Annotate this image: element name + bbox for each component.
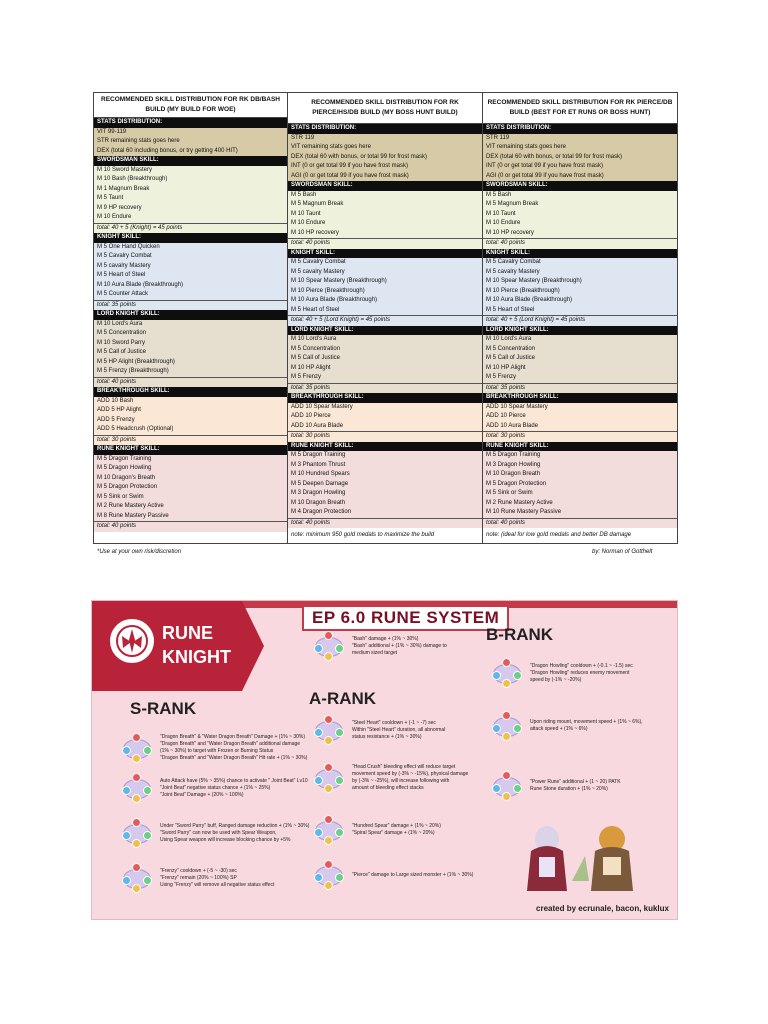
logo-arrow-shape xyxy=(242,601,264,691)
skill-section xyxy=(94,387,287,445)
skill-row: ADD 5 Frenzy xyxy=(97,416,135,423)
skill-row: M 5 HP Alight (Breakthrough) xyxy=(97,358,175,365)
s-rank-heading: S-RANK xyxy=(130,699,197,718)
rune-entry xyxy=(312,629,447,663)
column-note: note: minimum 950 gold medals to maximize the build xyxy=(288,528,482,543)
skill-row: M 10 Spear Mastery (Breakthrough) xyxy=(291,278,387,284)
skill-section xyxy=(94,445,287,532)
skill-row: M 10 Bash (Breakthrough) xyxy=(97,176,168,182)
section-heading: SWORDSMAN SKILL: xyxy=(288,181,482,191)
rune-stone-icon xyxy=(312,713,346,747)
rune-system-banner xyxy=(91,600,678,920)
skill-section xyxy=(483,442,677,529)
skill-section xyxy=(288,124,482,181)
section-heading: KNIGHT SKILL: xyxy=(94,233,287,243)
skill-row: M 5 Dragon Protection xyxy=(97,484,158,490)
section-heading: RUNE KNIGHT SKILL: xyxy=(288,442,482,452)
points-total: total: 30 points xyxy=(94,435,287,446)
points-total: total: 40 points xyxy=(483,238,677,249)
build-column xyxy=(93,92,288,544)
author-note: by: Norman of Gotthelt xyxy=(592,549,653,555)
skill-row: M 5 cavalry Mastery xyxy=(486,268,540,275)
skill-row: M 10 Endure xyxy=(97,214,132,220)
skill-row: STR 119 xyxy=(486,134,510,141)
rune-entry xyxy=(490,656,633,690)
skill-row: M 10 Pierce (Breakthrough) xyxy=(486,287,560,294)
skill-row: M 5 Dragon Training xyxy=(291,452,346,458)
skill-row: M 5 Counter Attack xyxy=(97,291,149,297)
column-note xyxy=(94,532,287,544)
rune-effect-text: "Dragon Breath" & "Water Dragon Breath" Damage + (1% ~ 30%) "Dragon Breath" and "Water Dragon Breath" additional damage (1% ~ 30%) to target with Frozen or Burning Status "Dragon Breath" and "Water Dragon Breath" Hit rate + (1% ~ 30%) xyxy=(160,734,308,761)
skill-row: M 5 Magnum Break xyxy=(486,201,539,207)
skill-row: M 1 Magnum Break xyxy=(97,185,150,192)
skill-row: VIT remaining stats goes here xyxy=(291,144,371,150)
skill-row: M 5 Cavalry Combat xyxy=(486,259,541,265)
rune-stone-icon xyxy=(120,771,154,805)
rune-effect-text: "Dragon Howling" cooldown + (-0.1 ~ -1.5) sec "Dragon Howling" reduces enemy movement speed by (-1% ~ -20%) xyxy=(530,662,633,683)
skill-row: M 5 Cavalry Combat xyxy=(291,259,346,265)
column-note: note: (ideal for low gold medals and better DB damage xyxy=(483,528,677,543)
rune-stone-icon xyxy=(312,761,346,795)
section-heading: SWORDSMAN SKILL: xyxy=(94,156,287,166)
rune-entry xyxy=(120,771,308,805)
skill-section xyxy=(288,181,482,249)
skill-row: M 5 Bash xyxy=(291,191,317,198)
banner-title: EP 6.0 RUNE SYSTEM xyxy=(302,605,509,631)
rune-entry xyxy=(312,813,441,847)
skill-row: M 10 Pierce (Breakthrough) xyxy=(291,287,365,294)
rune-effect-text: Auto Attack have (5% ~ 35%) chance to activate " Joint Beat" Lv10 "Joint Beat" negative status chance + (1% ~ 25%) "Joint Beat" Damage + (20% ~ 100%) xyxy=(160,777,308,798)
skill-row: VIT remaining stats goes here xyxy=(486,144,566,150)
skill-row: M 2 Rune Mastery Active xyxy=(486,499,553,506)
rune-entry xyxy=(312,761,468,795)
skill-row: M 10 Lord's Aura xyxy=(97,320,143,327)
skill-row: M 10 Sword Parry xyxy=(97,339,146,346)
build-column-title: RECOMMENDED SKILL DISTRIBUTION FOR RK PIERCE/HS/DB BUILD (MY BOSS HUNT BUILD) xyxy=(288,93,482,124)
skill-row: M 10 Hundred Spears xyxy=(291,471,350,477)
points-total: total: 35 points xyxy=(288,383,482,394)
skill-row: INT (0 or get total 99 if you have frost mask) xyxy=(291,163,408,169)
a-rank-heading: A-RANK xyxy=(309,689,377,708)
skill-row: M 10 Taunt xyxy=(486,210,516,217)
skill-row: AGI (0 or get total 99 if you have frost mask) xyxy=(291,172,409,179)
rune-effect-text: Under "Sword Parry" buff, Ranged damage reduction + (1% ~ 30%) "Sword Parry" can now be used with Spear Weapon, Using Spear weapon will increase blocking chance by +5% xyxy=(160,822,310,843)
skill-row: M 5 cavalry Mastery xyxy=(97,262,151,269)
skill-row: M 5 Frenzy xyxy=(291,374,322,380)
skill-row: M 5 Concentration xyxy=(97,330,147,336)
skill-row: M 10 Dragon Breath xyxy=(291,499,346,506)
rune-stone-icon xyxy=(120,861,154,895)
section-heading: LORD KNIGHT SKILL: xyxy=(94,310,287,320)
rune-entry xyxy=(490,709,643,743)
skill-row: M 10 Aura Blade (Breakthrough) xyxy=(97,281,184,288)
skill-row: ADD 10 Pierce xyxy=(486,413,526,419)
section-heading: LORD KNIGHT SKILL: xyxy=(288,326,482,336)
rune-effect-text: "Power Rune" additional + (1 ~ 20) PATK Rune Stone duration + (1% ~ 20%) xyxy=(530,779,621,792)
skill-row: M 10 Lord's Aura xyxy=(486,336,532,342)
rune-stone-icon xyxy=(490,769,524,803)
skill-row: ADD 10 Aura Blade xyxy=(486,422,539,429)
points-total: total: 35 points xyxy=(94,300,287,311)
skill-row: M 10 Endure xyxy=(486,220,521,226)
skill-row: ADD 10 Bash xyxy=(97,397,134,404)
section-heading: BREAKTHROUGH SKILL: xyxy=(483,393,677,403)
skill-row: M 5 cavalry Mastery xyxy=(291,268,345,275)
points-total: total: 40 points xyxy=(288,238,482,249)
skill-row: M 2 Rune Mastery Active xyxy=(97,503,164,509)
rune-entry xyxy=(312,858,473,892)
skill-row: M 5 Sink or Swim xyxy=(486,490,533,496)
skill-row: M 5 Call of Justice xyxy=(97,349,147,355)
skill-row: M 10 Dragon's Breath xyxy=(97,474,156,481)
rune-knight-characters-illustration xyxy=(517,821,652,896)
skill-row: M 5 One Hand Quicken xyxy=(97,243,160,250)
points-total: total: 40 points xyxy=(288,518,482,529)
rune-entry xyxy=(312,713,445,747)
section-heading: LORD KNIGHT SKILL: xyxy=(483,326,677,336)
skill-distribution-table xyxy=(93,92,679,544)
points-total: total: 40 points xyxy=(94,377,287,388)
points-total: total: 35 points xyxy=(483,383,677,394)
rune-stone-icon xyxy=(120,731,154,765)
rune-stone-icon xyxy=(312,629,346,663)
skill-section xyxy=(94,310,287,387)
skill-row: DEX (total 60 including bonus, or try getting 400 HIT) xyxy=(97,147,238,154)
skill-row: ADD 10 Pierce xyxy=(291,413,331,419)
skill-row: M 10 Dragon Breath xyxy=(486,471,541,477)
skill-row: M 5 Deepen Damage xyxy=(291,480,349,487)
skill-row: M 5 Heart of Steel xyxy=(97,272,146,278)
rune-entry xyxy=(120,861,274,895)
build-column-title: RECOMMENDED SKILL DISTRIBUTION FOR RK DB/BASH BUILD (MY BUILD FOR WOE) xyxy=(94,93,287,118)
skill-row: M 10 HP Alight xyxy=(291,364,331,371)
skill-row: M 3 Phantom Thrust xyxy=(291,461,346,468)
points-total: total: 40 + 5 (Lord Knight) = 45 points xyxy=(483,315,677,326)
skill-row: ADD 10 Spear Mastery xyxy=(291,403,353,410)
skill-row: M 5 Call of Justice xyxy=(486,355,536,361)
skill-row: M 10 Taunt xyxy=(291,210,321,217)
skill-row: M 8 Rune Mastery Passive xyxy=(97,512,169,519)
section-heading: STATS DISTRIBUTION: xyxy=(483,124,677,134)
skill-row: M 4 Dragon Protection xyxy=(291,509,352,515)
rune-effect-text: Upon riding mount, movement speed + (1% ~ 6%), attack speed + (1% ~ 6%) xyxy=(530,719,643,732)
rune-effect-text: "Bash" damage + (1% ~ 30%) "Bash" additional + (1% ~ 30%) damage to medium sized target xyxy=(352,635,447,656)
skill-section xyxy=(288,249,482,326)
skill-section xyxy=(483,249,677,326)
rune-knight-logo xyxy=(92,601,242,691)
rune-effect-text: "Head Crush" bleeding effect will reduce target movement speed by (-3% ~ -15%), physical damage by (-3% ~ -25%), will increase following with amount of bleeding effect stacks xyxy=(352,764,469,791)
skill-section xyxy=(94,233,287,310)
skill-section xyxy=(288,393,482,442)
skill-row: INT (0 or get total 99 if you have frost mask) xyxy=(486,163,603,169)
rune-stone-icon xyxy=(490,709,524,743)
skill-row: M 5 Bash xyxy=(486,191,512,198)
skill-row: M 3 Dragon Howling xyxy=(291,490,346,496)
skill-row: M 5 Dragon Protection xyxy=(486,480,547,487)
skill-row: DEX (total 60 with bonus, or total 99 for frost mask) xyxy=(291,153,428,160)
skill-section xyxy=(94,156,287,233)
points-total: total: 40 points xyxy=(483,518,677,529)
skill-row: M 5 Heart of Steel xyxy=(486,306,535,313)
rune-stone-icon xyxy=(490,656,524,690)
section-heading: BREAKTHROUGH SKILL: xyxy=(94,387,287,397)
skill-section xyxy=(483,393,677,442)
skill-row: STR remaining stats goes here xyxy=(97,138,180,144)
points-total: total: 30 points xyxy=(288,431,482,442)
disclaimer-note: *Use at your own risk/discretion xyxy=(97,549,182,555)
skill-row: M 10 Sword Mastery xyxy=(97,166,153,173)
rune-entry xyxy=(120,731,307,765)
logo-line-2: KNIGHT xyxy=(162,647,231,667)
points-total: total: 40 points xyxy=(94,521,287,532)
skill-row: VIT 99-119 xyxy=(97,128,127,135)
rune-stone-icon xyxy=(312,858,346,892)
rune-entry xyxy=(490,769,621,803)
points-total: total: 40 + 5 (Knight) = 45 points xyxy=(94,223,287,234)
skill-section xyxy=(483,124,677,181)
rune-stone-icon xyxy=(120,816,154,850)
section-heading: RUNE KNIGHT SKILL: xyxy=(94,445,287,455)
skill-row: M 5 Frenzy (Breakthrough) xyxy=(97,368,169,374)
section-heading: KNIGHT SKILL: xyxy=(288,249,482,259)
build-column-title: RECOMMENDED SKILL DISTRIBUTION FOR RK PIERCE/DB BUILD (BEST FOR ET RUNS OR BOSS HUNT) xyxy=(483,93,677,124)
skill-row: M 10 Rune Mastery Passive xyxy=(486,509,562,515)
skill-row: ADD 10 Spear Mastery xyxy=(486,403,548,410)
section-heading: SWORDSMAN SKILL: xyxy=(483,181,677,191)
rune-entry xyxy=(120,816,309,850)
skill-row: M 5 Cavalry Combat xyxy=(97,253,152,259)
section-heading: BREAKTHROUGH SKILL: xyxy=(288,393,482,403)
skill-row: M 10 Aura Blade (Breakthrough) xyxy=(291,297,378,303)
skill-row: M 10 HP recovery xyxy=(291,229,339,236)
rune-stone-icon xyxy=(312,813,346,847)
skill-row: ADD 5 HP Alight xyxy=(97,407,141,413)
logo-title xyxy=(162,621,231,669)
skill-row: M 10 Spear Mastery (Breakthrough) xyxy=(486,278,582,284)
skill-row: M 5 Concentration xyxy=(291,345,341,352)
skill-row: AGI (0 or get total 99 if you have frost mask) xyxy=(486,172,604,179)
skill-row: M 5 Dragon Howling xyxy=(97,465,152,471)
logo-line-1: RUNE xyxy=(162,623,214,643)
skill-row: M 5 Dragon Training xyxy=(486,452,541,458)
section-heading: STATS DISTRIBUTION: xyxy=(94,118,287,128)
credit-text: created by ecrunale, bacon, kuklux xyxy=(536,904,669,913)
skill-row: M 5 Call of Justice xyxy=(291,355,341,361)
skill-row: M 5 Heart of Steel xyxy=(291,306,340,313)
b-rank-heading: B-RANK xyxy=(486,625,554,644)
skill-section xyxy=(288,326,482,394)
skill-row: M 10 Lord's Aura xyxy=(291,336,337,342)
skill-row: M 5 Sink or Swim xyxy=(97,493,144,500)
rune-effect-text: "Pierce" damage to Large sized monster + (1% ~ 30%) xyxy=(352,871,474,878)
points-total: total: 30 points xyxy=(483,431,677,442)
section-heading: KNIGHT SKILL: xyxy=(483,249,677,259)
build-column xyxy=(288,92,483,544)
skill-row: M 10 Aura Blade (Breakthrough) xyxy=(486,297,573,303)
skill-row: STR 119 xyxy=(291,134,315,141)
skill-section xyxy=(288,442,482,529)
skill-row: M 5 Frenzy xyxy=(486,374,517,380)
skill-row: M 9 HP recovery xyxy=(97,204,142,211)
skill-row: M 10 HP Alight xyxy=(486,364,526,371)
skill-row: M 5 Magnum Break xyxy=(291,201,344,207)
skill-row: DEX (total 60 with bonus, or total 99 for frost mask) xyxy=(486,153,623,160)
section-heading: RUNE KNIGHT SKILL: xyxy=(483,442,677,452)
skill-section xyxy=(94,118,287,156)
skill-row: M 5 Dragon Training xyxy=(97,455,152,462)
skill-row: M 10 Endure xyxy=(291,220,326,226)
rune-effect-text: "Steel Heart" cooldown + (-1 ~ -7) sec Within "Steel Heart" duration, all abnormal status resistance + (1% ~ 30%) xyxy=(352,719,446,740)
skill-row: ADD 5 Headcrush (Optional) xyxy=(97,426,174,432)
rune-effect-text: "Frenzy" cooldown + (-5 ~ -30) sec "Frenzy" remain (20% ~ 100%) SP Using "Frenzy" will remove all negative status effect xyxy=(160,867,275,888)
skill-section xyxy=(483,181,677,249)
section-heading: STATS DISTRIBUTION: xyxy=(288,124,482,134)
skill-row: M 3 Dragon Howling xyxy=(486,461,541,468)
build-column xyxy=(483,92,678,544)
rune-effect-text: "Hundred Spear" damage + (1% ~ 20%) "Spiral Spear" damage + (1% ~ 20%) xyxy=(352,823,441,836)
skill-row: M 10 HP recovery xyxy=(486,229,534,236)
rune-knight-emblem-icon xyxy=(110,619,154,663)
points-total: total: 40 + 5 (Lord Knight) = 45 points xyxy=(288,315,482,326)
skill-section xyxy=(483,326,677,394)
skill-row: M 5 Concentration xyxy=(486,345,536,352)
skill-row: ADD 10 Aura Blade xyxy=(291,422,344,429)
skill-row: M 5 Taunt xyxy=(97,195,124,201)
